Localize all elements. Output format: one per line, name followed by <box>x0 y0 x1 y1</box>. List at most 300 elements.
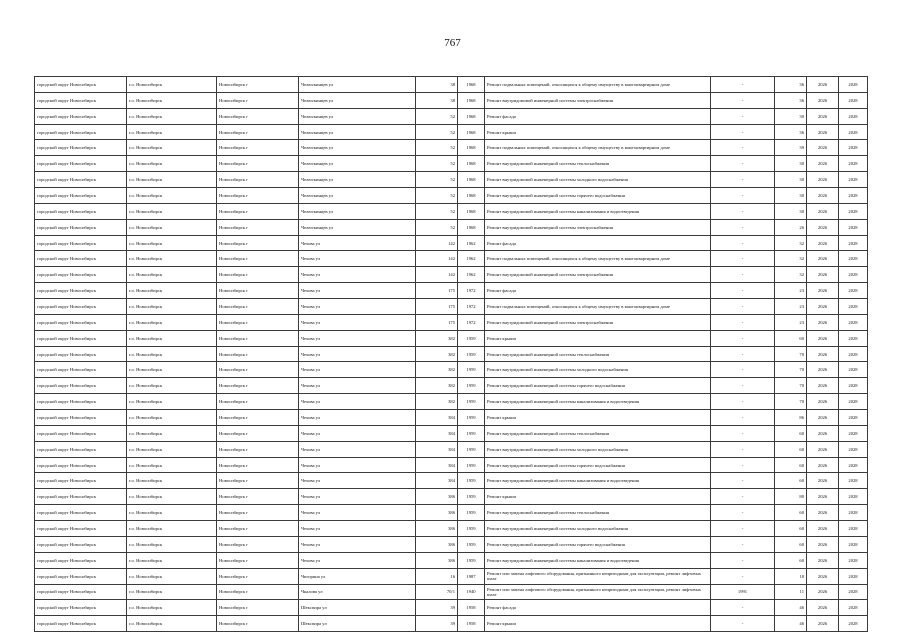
cell-value: 32 <box>775 235 807 251</box>
cell-lift-year: - <box>711 362 775 378</box>
cell-house-number: 384 <box>416 473 458 489</box>
cell-build-year: 1968 <box>458 140 485 156</box>
cell-build-year: 1968 <box>458 77 485 93</box>
cell-locality: Новосибирск г <box>217 521 299 537</box>
cell-end-year: 2028 <box>839 521 868 537</box>
cell-house-number: 175 <box>416 314 458 330</box>
cell-lift-year: - <box>711 600 775 616</box>
cell-end-year: 2028 <box>839 283 868 299</box>
cell-build-year: 1987 <box>458 568 485 584</box>
cell-district: г.о. Новосибирск <box>127 267 217 283</box>
cell-locality: Новосибирск г <box>217 568 299 584</box>
cell-municipality: городской округ Новосибирск <box>35 616 127 632</box>
cell-municipality: городской округ Новосибирск <box>35 425 127 441</box>
cell-start-year: 2026 <box>807 346 839 362</box>
cell-build-year: 1959 <box>458 552 485 568</box>
table-row <box>35 489 868 505</box>
cell-lift-year: - <box>711 140 775 156</box>
cell-house-number: 38 <box>416 92 458 108</box>
cell-build-year: 1959 <box>458 394 485 410</box>
cell-start-year: 2026 <box>807 235 839 251</box>
cell-locality: Новосибирск г <box>217 299 299 315</box>
cell-work-type: Ремонт внутридомовой инженерной системы электроснабжения <box>485 314 711 330</box>
cell-district: г.о. Новосибирск <box>127 140 217 156</box>
cell-municipality: городской округ Новосибирск <box>35 156 127 172</box>
cell-street: Чехова ул <box>299 410 416 426</box>
table-row <box>35 219 868 235</box>
cell-municipality: городской округ Новосибирск <box>35 203 127 219</box>
cell-municipality: городской округ Новосибирск <box>35 172 127 188</box>
cell-start-year: 2026 <box>807 536 839 552</box>
cell-end-year: 2028 <box>839 267 868 283</box>
cell-municipality: городской округ Новосибирск <box>35 124 127 140</box>
cell-start-year: 2026 <box>807 251 839 267</box>
cell-value: 30 <box>775 188 807 204</box>
cell-house-number: 16 <box>416 568 458 584</box>
cell-build-year: 1968 <box>458 172 485 188</box>
cell-district: г.о. Новосибирск <box>127 489 217 505</box>
cell-lift-year: - <box>711 521 775 537</box>
cell-municipality: городской округ Новосибирск <box>35 330 127 346</box>
cell-district: г.о. Новосибирск <box>127 394 217 410</box>
cell-house-number: 382 <box>416 346 458 362</box>
cell-value: 60 <box>775 330 807 346</box>
cell-end-year: 2028 <box>839 140 868 156</box>
cell-house-number: 382 <box>416 330 458 346</box>
cell-locality: Новосибирск г <box>217 330 299 346</box>
cell-end-year: 2028 <box>839 394 868 410</box>
table-row <box>35 330 868 346</box>
cell-district: г.о. Новосибирск <box>127 410 217 426</box>
cell-work-type: Ремонт или замена лифтового оборудования, признанного непригодным для эксплуатации, ремонт лифтовых шахт <box>485 568 711 584</box>
cell-house-number: 52 <box>416 172 458 188</box>
cell-end-year: 2028 <box>839 505 868 521</box>
cell-municipality: городской округ Новосибирск <box>35 346 127 362</box>
cell-house-number: 39 <box>416 600 458 616</box>
cell-build-year: 1959 <box>458 378 485 394</box>
cell-municipality: городской округ Новосибирск <box>35 600 127 616</box>
cell-street: Чехова ул <box>299 552 416 568</box>
cell-start-year: 2026 <box>807 219 839 235</box>
cell-value: 32 <box>775 267 807 283</box>
cell-work-type: Ремонт подвальных помещений, относящихся к общему имуществу в многоквартирном доме <box>485 251 711 267</box>
cell-end-year: 2028 <box>839 600 868 616</box>
cell-work-type: Ремонт подвальных помещений, относящихся к общему имуществу в многоквартирном доме <box>485 140 711 156</box>
cell-lift-year: 1991 <box>711 584 775 600</box>
cell-street: Чехова ул <box>299 267 416 283</box>
cell-lift-year: - <box>711 536 775 552</box>
cell-work-type: Ремонт подвальных помещений, относящихся к общему имуществу в многоквартирном доме <box>485 299 711 315</box>
cell-district: г.о. Новосибирск <box>127 457 217 473</box>
cell-house-number: 384 <box>416 441 458 457</box>
cell-street: Чехова ул <box>299 235 416 251</box>
cell-house-number: 384 <box>416 457 458 473</box>
cell-street: Челюскинцев ул <box>299 172 416 188</box>
cell-locality: Новосибирск г <box>217 441 299 457</box>
cell-end-year: 2028 <box>839 235 868 251</box>
cell-work-type: Ремонт внутридомовой инженерной системы канализования и водоотведения <box>485 203 711 219</box>
cell-build-year: 1968 <box>458 188 485 204</box>
cell-locality: Новосибирск г <box>217 616 299 632</box>
cell-end-year: 2028 <box>839 473 868 489</box>
cell-lift-year: - <box>711 346 775 362</box>
table-row <box>35 600 868 616</box>
table-row <box>35 299 868 315</box>
cell-work-type: Ремонт крыши <box>485 124 711 140</box>
cell-end-year: 2028 <box>839 346 868 362</box>
cell-start-year: 2026 <box>807 521 839 537</box>
capital-repair-table <box>34 76 868 632</box>
cell-work-type: Ремонт фасада <box>485 600 711 616</box>
cell-value: 30 <box>775 108 807 124</box>
cell-start-year: 2026 <box>807 616 839 632</box>
cell-house-number: 382 <box>416 394 458 410</box>
cell-value: 60 <box>775 552 807 568</box>
cell-work-type: Ремонт крыши <box>485 410 711 426</box>
cell-lift-year: - <box>711 616 775 632</box>
cell-build-year: 1968 <box>458 156 485 172</box>
cell-end-year: 2028 <box>839 441 868 457</box>
cell-district: г.о. Новосибирск <box>127 425 217 441</box>
cell-end-year: 2028 <box>839 457 868 473</box>
cell-value: 60 <box>775 505 807 521</box>
cell-district: г.о. Новосибирск <box>127 473 217 489</box>
cell-build-year: 1958 <box>458 600 485 616</box>
cell-value: 23 <box>775 283 807 299</box>
cell-work-type: Ремонт внутридомовой инженерной системы канализования и водоотведения <box>485 473 711 489</box>
cell-street: Челюскинцев ул <box>299 92 416 108</box>
cell-district: г.о. Новосибирск <box>127 536 217 552</box>
table-row <box>35 425 868 441</box>
cell-start-year: 2026 <box>807 362 839 378</box>
cell-municipality: городской округ Новосибирск <box>35 235 127 251</box>
cell-work-type: Ремонт подвальных помещений, относящихся к общему имуществу в многоквартирном доме <box>485 77 711 93</box>
cell-locality: Новосибирск г <box>217 156 299 172</box>
cell-district: г.о. Новосибирск <box>127 156 217 172</box>
cell-house-number: 386 <box>416 505 458 521</box>
cell-value: 30 <box>775 172 807 188</box>
cell-locality: Новосибирск г <box>217 457 299 473</box>
cell-lift-year: - <box>711 441 775 457</box>
cell-house-number: 39 <box>416 616 458 632</box>
table-row <box>35 156 868 172</box>
cell-street: Челюскинцев ул <box>299 77 416 93</box>
cell-street: Чехова ул <box>299 505 416 521</box>
cell-house-number: 382 <box>416 362 458 378</box>
cell-end-year: 2028 <box>839 330 868 346</box>
cell-end-year: 2028 <box>839 536 868 552</box>
cell-house-number: 142 <box>416 251 458 267</box>
cell-lift-year: - <box>711 267 775 283</box>
cell-start-year: 2026 <box>807 489 839 505</box>
cell-lift-year: - <box>711 172 775 188</box>
cell-municipality: городской округ Новосибирск <box>35 219 127 235</box>
cell-locality: Новосибирск г <box>217 410 299 426</box>
cell-lift-year: - <box>711 457 775 473</box>
cell-house-number: 52 <box>416 108 458 124</box>
cell-municipality: городской округ Новосибирск <box>35 92 127 108</box>
cell-lift-year: - <box>711 219 775 235</box>
cell-end-year: 2028 <box>839 362 868 378</box>
cell-start-year: 2026 <box>807 203 839 219</box>
cell-end-year: 2028 <box>839 156 868 172</box>
cell-house-number: 52 <box>416 219 458 235</box>
cell-street: Челюскинцев ул <box>299 108 416 124</box>
cell-municipality: городской округ Новосибирск <box>35 505 127 521</box>
cell-lift-year: - <box>711 568 775 584</box>
cell-start-year: 2026 <box>807 77 839 93</box>
cell-end-year: 2028 <box>839 410 868 426</box>
cell-municipality: городской округ Новосибирск <box>35 536 127 552</box>
cell-work-type: Ремонт внутридомовой инженерной системы теплоснабжения <box>485 346 711 362</box>
cell-work-type: Ремонт крыши <box>485 616 711 632</box>
cell-start-year: 2026 <box>807 108 839 124</box>
cell-district: г.о. Новосибирск <box>127 314 217 330</box>
cell-start-year: 2026 <box>807 552 839 568</box>
table-row <box>35 505 868 521</box>
table-row <box>35 584 868 600</box>
table-row <box>35 251 868 267</box>
cell-work-type: Ремонт фасада <box>485 283 711 299</box>
cell-house-number: 52 <box>416 203 458 219</box>
cell-build-year: 1968 <box>458 124 485 140</box>
cell-end-year: 2028 <box>839 251 868 267</box>
table-row <box>35 235 868 251</box>
cell-house-number: 142 <box>416 235 458 251</box>
cell-value: 36 <box>775 124 807 140</box>
cell-work-type: Ремонт внутридомовой инженерной системы горячего водоснабжения <box>485 378 711 394</box>
cell-house-number: 384 <box>416 425 458 441</box>
cell-district: г.о. Новосибирск <box>127 124 217 140</box>
cell-value: 30 <box>775 203 807 219</box>
cell-build-year: 1959 <box>458 362 485 378</box>
cell-locality: Новосибирск г <box>217 124 299 140</box>
cell-work-type: Ремонт внутридомовой инженерной системы горячего водоснабжения <box>485 188 711 204</box>
cell-street: Чехова ул <box>299 251 416 267</box>
cell-value: 30 <box>775 156 807 172</box>
cell-end-year: 2028 <box>839 172 868 188</box>
cell-build-year: 1972 <box>458 299 485 315</box>
cell-house-number: 386 <box>416 552 458 568</box>
table-row <box>35 473 868 489</box>
cell-start-year: 2026 <box>807 140 839 156</box>
table-row <box>35 552 868 568</box>
cell-lift-year: - <box>711 378 775 394</box>
cell-district: г.о. Новосибирск <box>127 172 217 188</box>
cell-district: г.о. Новосибирск <box>127 584 217 600</box>
table-row <box>35 124 868 140</box>
cell-build-year: 1959 <box>458 473 485 489</box>
cell-work-type: Ремонт внутридомовой инженерной системы холодного водоснабжения <box>485 362 711 378</box>
cell-end-year: 2028 <box>839 188 868 204</box>
cell-build-year: 1972 <box>458 314 485 330</box>
page-number: 767 <box>444 37 461 49</box>
cell-start-year: 2026 <box>807 299 839 315</box>
cell-house-number: 52 <box>416 188 458 204</box>
cell-street: Чехова ул <box>299 521 416 537</box>
cell-street: Чехова ул <box>299 441 416 457</box>
cell-locality: Новосибирск г <box>217 584 299 600</box>
cell-locality: Новосибирск г <box>217 600 299 616</box>
cell-district: г.о. Новосибирск <box>127 505 217 521</box>
cell-street: Челюскинцев ул <box>299 140 416 156</box>
cell-start-year: 2026 <box>807 124 839 140</box>
cell-build-year: 1972 <box>458 283 485 299</box>
cell-house-number: 52 <box>416 140 458 156</box>
cell-value: 60 <box>775 425 807 441</box>
cell-work-type: Ремонт внутридомовой инженерной системы теплоснабжения <box>485 505 711 521</box>
cell-lift-year: - <box>711 552 775 568</box>
cell-house-number: 386 <box>416 489 458 505</box>
cell-municipality: городской округ Новосибирск <box>35 410 127 426</box>
cell-locality: Новосибирск г <box>217 172 299 188</box>
cell-build-year: 1962 <box>458 251 485 267</box>
cell-build-year: 1959 <box>458 425 485 441</box>
cell-locality: Новосибирск г <box>217 552 299 568</box>
cell-start-year: 2026 <box>807 568 839 584</box>
cell-start-year: 2026 <box>807 584 839 600</box>
cell-lift-year: - <box>711 77 775 93</box>
cell-value: 60 <box>775 457 807 473</box>
cell-municipality: городской округ Новосибирск <box>35 441 127 457</box>
cell-municipality: городской округ Новосибирск <box>35 251 127 267</box>
cell-locality: Новосибирск г <box>217 108 299 124</box>
cell-locality: Новосибирск г <box>217 203 299 219</box>
cell-house-number: 175 <box>416 299 458 315</box>
cell-lift-year: - <box>711 314 775 330</box>
cell-end-year: 2028 <box>839 124 868 140</box>
cell-build-year: 1959 <box>458 410 485 426</box>
cell-end-year: 2028 <box>839 108 868 124</box>
cell-district: г.о. Новосибирск <box>127 616 217 632</box>
cell-build-year: 1958 <box>458 616 485 632</box>
cell-lift-year: - <box>711 330 775 346</box>
cell-locality: Новосибирск г <box>217 235 299 251</box>
cell-build-year: 1968 <box>458 92 485 108</box>
cell-locality: Новосибирск г <box>217 92 299 108</box>
cell-district: г.о. Новосибирск <box>127 203 217 219</box>
cell-start-year: 2026 <box>807 457 839 473</box>
cell-locality: Новосибирск г <box>217 140 299 156</box>
cell-street: Чехова ул <box>299 283 416 299</box>
table-row <box>35 457 868 473</box>
cell-municipality: городской округ Новосибирск <box>35 77 127 93</box>
cell-street: Челюскинцев ул <box>299 219 416 235</box>
cell-end-year: 2028 <box>839 203 868 219</box>
cell-district: г.о. Новосибирск <box>127 362 217 378</box>
cell-end-year: 2028 <box>839 92 868 108</box>
cell-lift-year: - <box>711 283 775 299</box>
cell-lift-year: - <box>711 299 775 315</box>
cell-start-year: 2026 <box>807 410 839 426</box>
cell-start-year: 2026 <box>807 267 839 283</box>
cell-lift-year: - <box>711 92 775 108</box>
cell-locality: Новосибирск г <box>217 425 299 441</box>
cell-end-year: 2028 <box>839 552 868 568</box>
cell-value: 70 <box>775 362 807 378</box>
cell-value: 23 <box>775 314 807 330</box>
cell-house-number: 52 <box>416 156 458 172</box>
cell-lift-year: - <box>711 203 775 219</box>
cell-district: г.о. Новосибирск <box>127 92 217 108</box>
cell-value: 11 <box>775 584 807 600</box>
cell-locality: Новосибирск г <box>217 219 299 235</box>
cell-end-year: 2028 <box>839 314 868 330</box>
cell-work-type: Ремонт фасада <box>485 108 711 124</box>
cell-end-year: 2028 <box>839 616 868 632</box>
table-row <box>35 108 868 124</box>
cell-street: Чехова ул <box>299 362 416 378</box>
cell-street: Челюскинцев ул <box>299 124 416 140</box>
cell-work-type: Ремонт внутридомовой инженерной системы теплоснабжения <box>485 425 711 441</box>
cell-start-year: 2026 <box>807 330 839 346</box>
cell-build-year: 1959 <box>458 505 485 521</box>
cell-start-year: 2026 <box>807 314 839 330</box>
cell-value: 39 <box>775 140 807 156</box>
cell-value: 36 <box>775 77 807 93</box>
cell-district: г.о. Новосибирск <box>127 77 217 93</box>
cell-locality: Новосибирск г <box>217 346 299 362</box>
cell-district: г.о. Новосибирск <box>127 299 217 315</box>
cell-build-year: 1959 <box>458 330 485 346</box>
cell-work-type: Ремонт или замена лифтового оборудования, признанного непригодным для эксплуатации, ремонт лифтовых шахт <box>485 584 711 600</box>
table-row <box>35 172 868 188</box>
cell-district: г.о. Новосибирск <box>127 600 217 616</box>
cell-house-number: 70/1 <box>416 584 458 600</box>
cell-municipality: городской округ Новосибирск <box>35 489 127 505</box>
table-row <box>35 188 868 204</box>
table-row <box>35 77 868 93</box>
cell-street: Челюскинцев ул <box>299 203 416 219</box>
cell-district: г.о. Новосибирск <box>127 330 217 346</box>
cell-end-year: 2028 <box>839 489 868 505</box>
cell-house-number: 142 <box>416 267 458 283</box>
cell-start-year: 2026 <box>807 172 839 188</box>
cell-municipality: городской округ Новосибирск <box>35 378 127 394</box>
cell-street: Шекспира ул <box>299 616 416 632</box>
cell-build-year: 1959 <box>458 489 485 505</box>
cell-street: Чехова ул <box>299 299 416 315</box>
cell-house-number: 384 <box>416 410 458 426</box>
cell-municipality: городской округ Новосибирск <box>35 140 127 156</box>
cell-work-type: Ремонт внутридомовой инженерной системы канализования и водоотведения <box>485 394 711 410</box>
cell-street: Челюскинцев ул <box>299 156 416 172</box>
cell-work-type: Ремонт внутридомовой инженерной системы электроснабжения <box>485 92 711 108</box>
cell-start-year: 2026 <box>807 283 839 299</box>
table-row <box>35 568 868 584</box>
cell-start-year: 2026 <box>807 188 839 204</box>
cell-work-type: Ремонт внутридомовой инженерной системы горячего водоснабжения <box>485 457 711 473</box>
cell-locality: Новосибирск г <box>217 77 299 93</box>
cell-locality: Новосибирск г <box>217 505 299 521</box>
table-row <box>35 394 868 410</box>
cell-lift-year: - <box>711 425 775 441</box>
cell-work-type: Ремонт внутридомовой инженерной системы теплоснабжения <box>485 156 711 172</box>
cell-end-year: 2028 <box>839 584 868 600</box>
cell-build-year: 1968 <box>458 203 485 219</box>
cell-start-year: 2026 <box>807 378 839 394</box>
cell-work-type: Ремонт внутридомовой инженерной системы горячего водоснабжения <box>485 536 711 552</box>
cell-work-type: Ремонт внутридомовой инженерной системы канализования и водоотведения <box>485 552 711 568</box>
cell-value: 36 <box>775 92 807 108</box>
cell-value: 60 <box>775 441 807 457</box>
cell-lift-year: - <box>711 235 775 251</box>
table-row <box>35 314 868 330</box>
cell-lift-year: - <box>711 188 775 204</box>
cell-end-year: 2028 <box>839 77 868 93</box>
table-row <box>35 441 868 457</box>
cell-start-year: 2026 <box>807 505 839 521</box>
